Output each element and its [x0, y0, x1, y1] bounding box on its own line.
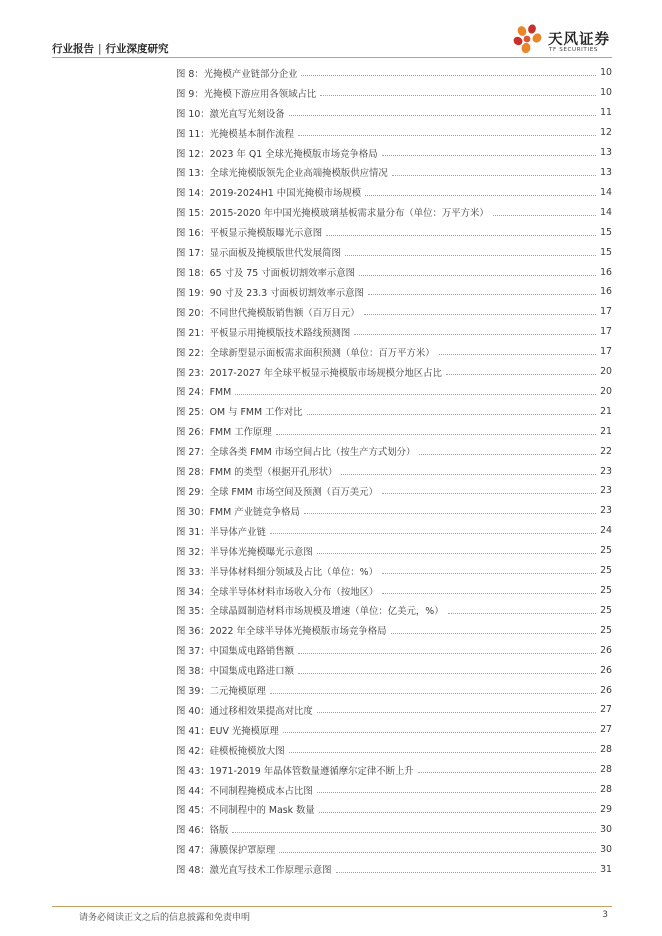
- toc-entry[interactable]: [176, 342, 612, 362]
- toc-dot-leader: [382, 573, 596, 574]
- header-divider: [52, 57, 612, 58]
- toc-entry-label: 图 48：激光直写技术工作原理示意图: [176, 865, 332, 877]
- toc-dot-leader: [289, 115, 596, 116]
- toc-entry[interactable]: [176, 501, 612, 521]
- toc-entry-label: 图 26：FMM 工作原理: [176, 427, 272, 439]
- toc-dot-leader: [317, 712, 596, 713]
- toc-entry[interactable]: [176, 700, 612, 720]
- toc-entry-page: 20: [600, 385, 612, 397]
- toc-dot-leader: [276, 434, 596, 435]
- toc-entry-page: 26: [600, 684, 612, 696]
- toc-entry[interactable]: [176, 561, 612, 581]
- toc-entry[interactable]: [176, 800, 612, 820]
- toc-entry-label: 图 32：半导体光掩模曝光示意图: [176, 546, 313, 558]
- footer-disclaimer: 请务必阅读正文之后的信息披露和免责申明: [79, 913, 251, 923]
- toc-dot-leader: [298, 135, 596, 136]
- toc-dot-leader: [301, 75, 596, 76]
- toc-entry-label: 图 16：平板显示掩模版曝光示意图: [176, 228, 323, 240]
- toc-entry[interactable]: [176, 760, 612, 780]
- toc-dot-leader: [493, 215, 596, 216]
- toc-dot-leader: [354, 334, 596, 335]
- toc-dot-leader: [235, 394, 596, 395]
- toc-dot-leader: [307, 414, 596, 415]
- toc-entry[interactable]: [176, 83, 612, 103]
- toc-entry-page: 17: [600, 326, 612, 338]
- page-number: 3: [602, 910, 608, 920]
- toc-entry[interactable]: [176, 362, 612, 382]
- toc-dot-leader: [298, 673, 596, 674]
- toc-entry-page: 13: [600, 166, 612, 178]
- toc-entry-page: 23: [600, 465, 612, 477]
- toc-entry[interactable]: [176, 421, 612, 441]
- toc-dot-leader: [320, 95, 596, 96]
- toc-dot-leader: [382, 593, 596, 594]
- header-separator: |: [98, 43, 102, 55]
- toc-dot-leader: [418, 772, 596, 773]
- toc-entry-label: 图 13：全球光掩模版领先企业高端掩模版供应情况: [176, 168, 388, 180]
- toc-dot-leader: [391, 633, 597, 634]
- toc-entry[interactable]: [176, 780, 612, 800]
- toc-entry[interactable]: [176, 660, 612, 680]
- page-header: [52, 32, 612, 64]
- toc-entry[interactable]: [176, 222, 612, 242]
- toc-entry-page: 25: [600, 624, 612, 636]
- toc-entry-page: 28: [600, 744, 612, 756]
- toc-entry-page: 25: [600, 585, 612, 597]
- header-breadcrumb: [52, 41, 169, 56]
- company-logo: [512, 24, 612, 60]
- toc-entry-label: 图 17：显示面板及掩模版世代发展简图: [176, 248, 341, 260]
- toc-entry-label: 图 15：2015-2020 年中国光掩模玻璃基板需求量分布（单位：万平方米）: [176, 208, 489, 220]
- toc-entry-page: 25: [600, 604, 612, 616]
- toc-entry-page: 23: [600, 485, 612, 497]
- toc-entry-label: 图 34：全球半导体材料市场收入分布（按地区）: [176, 586, 379, 598]
- toc-dot-leader: [279, 852, 596, 853]
- toc-dot-leader: [336, 872, 596, 873]
- toc-entry[interactable]: [176, 282, 612, 302]
- toc-dot-leader: [317, 792, 596, 793]
- toc-entry[interactable]: [176, 680, 612, 700]
- logo-flower-icon: [512, 24, 546, 60]
- toc-dot-leader: [270, 533, 596, 534]
- toc-entry-label: 图 24：FMM: [176, 387, 232, 399]
- toc-entry-label: 图 40：通过移相效果提高对比度: [176, 705, 313, 717]
- toc-entry[interactable]: [176, 302, 612, 322]
- toc-dot-leader: [382, 493, 596, 494]
- toc-entry[interactable]: [176, 581, 612, 601]
- toc-dot-leader: [439, 354, 596, 355]
- toc-dot-leader: [359, 275, 596, 276]
- toc-entry-label: 图 10：激光直写光刻设备: [176, 108, 285, 120]
- toc-entry-page: 21: [600, 425, 612, 437]
- logo-name-en: TF SECURITIES: [549, 47, 598, 53]
- toc-entry[interactable]: [176, 620, 612, 640]
- toc-entry-page: 12: [600, 127, 612, 139]
- toc-dot-leader: [341, 474, 596, 475]
- toc-entry[interactable]: [176, 322, 612, 342]
- toc-dot-leader: [319, 812, 596, 813]
- toc-dot-leader: [298, 653, 596, 654]
- toc-entry-page: 15: [600, 246, 612, 258]
- toc-entry-page: 28: [600, 784, 612, 796]
- toc-entry-label: 图 21：平板显示用掩模版技术路线预测图: [176, 327, 351, 339]
- toc-entry-label: 图 11：光掩模基本制作流程: [176, 128, 295, 140]
- toc-entry-label: 图 42：硅模板掩模放大图: [176, 745, 285, 757]
- toc-dot-leader: [345, 255, 596, 256]
- toc-entry-label: 图 27：全球各类 FMM 市场空间占比（按生产方式划分）: [176, 447, 416, 459]
- toc-entry-label: 图 9：光掩模下游应用各领域占比: [176, 88, 317, 100]
- toc-entry[interactable]: [176, 740, 612, 760]
- toc-entry-page: 26: [600, 644, 612, 656]
- toc-entry-page: 14: [600, 206, 612, 218]
- toc-entry-label: 图 8：光掩模产业链部分企业: [176, 68, 298, 80]
- toc-entry-page: 25: [600, 545, 612, 557]
- toc-dot-leader: [364, 314, 596, 315]
- toc-entry[interactable]: [176, 481, 612, 501]
- toc-entry[interactable]: [176, 401, 612, 421]
- toc-entry-label: 图 30：FMM 产业链竞争格局: [176, 506, 300, 518]
- toc-entry-label: 图 12：2023 年 Q1 全球光掩模版市场竞争格局: [176, 148, 378, 160]
- toc-entry-page: 10: [600, 67, 612, 79]
- toc-entry[interactable]: [176, 262, 612, 282]
- toc-entry-label: 图 20：不同世代掩模版销售额（百万日元）: [176, 307, 360, 319]
- toc-entry-label: 图 35：全球晶圆制造材料市场规模及增速（单位：亿美元，%）: [176, 606, 444, 618]
- toc-dot-leader: [289, 752, 596, 753]
- toc-entry[interactable]: [176, 720, 612, 740]
- toc-entry-label: 图 41：EUV 光掩模原理: [176, 725, 279, 737]
- toc-entry[interactable]: [176, 461, 612, 481]
- toc-entry-label: 图 46：铬版: [176, 825, 229, 837]
- toc-entry-label: 图 18：65 寸及 75 寸面板切割效率示意图: [176, 268, 355, 280]
- toc-entry-label: 图 47：薄膜保护罩原理: [176, 845, 276, 857]
- toc-entry[interactable]: [176, 541, 612, 561]
- toc-entry-page: 13: [600, 147, 612, 159]
- toc-entry-label: 图 33：半导体材料细分领域及占比（单位：%）: [176, 566, 378, 578]
- toc-entry[interactable]: [176, 859, 612, 879]
- toc-entry[interactable]: [176, 640, 612, 660]
- header-subcategory: 行业深度研究: [105, 43, 169, 55]
- toc-entry-label: 图 45：不同制程中的 Mask 数量: [176, 805, 315, 817]
- toc-entry-page: 17: [600, 306, 612, 318]
- toc-entry-label: 图 28：FMM 的类型（根据开孔形状）: [176, 467, 338, 479]
- toc-entry-page: 16: [600, 266, 612, 278]
- toc-entry[interactable]: [176, 819, 612, 839]
- toc-entry-page: 31: [600, 863, 612, 875]
- toc-dot-leader: [446, 374, 596, 375]
- figure-index-list: [176, 63, 612, 879]
- toc-entry-page: 24: [600, 525, 612, 537]
- toc-dot-leader: [232, 832, 596, 833]
- toc-entry[interactable]: [176, 63, 612, 83]
- toc-dot-leader: [270, 693, 596, 694]
- toc-entry-page: 29: [600, 803, 612, 815]
- toc-entry[interactable]: [176, 143, 612, 163]
- logo-name-cn: 天风证券: [548, 32, 610, 48]
- toc-dot-leader: [326, 235, 596, 236]
- toc-entry-page: 27: [600, 724, 612, 736]
- toc-entry-page: 22: [600, 445, 612, 457]
- toc-entry-page: 25: [600, 565, 612, 577]
- toc-entry[interactable]: [176, 521, 612, 541]
- toc-entry-label: 图 31：半导体产业链: [176, 526, 266, 538]
- toc-entry-label: 图 43：1971-2019 年晶体管数量遵循摩尔定律不断上升: [176, 765, 414, 777]
- toc-entry[interactable]: [176, 182, 612, 202]
- toc-entry[interactable]: [176, 163, 612, 183]
- toc-entry-label: 图 44：不同制程掩模成本占比图: [176, 785, 313, 797]
- toc-entry-page: 17: [600, 346, 612, 358]
- toc-entry[interactable]: [176, 382, 612, 402]
- toc-dot-leader: [365, 195, 596, 196]
- toc-dot-leader: [317, 553, 596, 554]
- toc-entry-page: 23: [600, 505, 612, 517]
- toc-entry-label: 图 22：全球新型显示面板需求面积预测（单位：百万平方米）: [176, 347, 435, 359]
- toc-entry-page: 28: [600, 764, 612, 776]
- toc-entry-page: 14: [600, 186, 612, 198]
- toc-entry-page: 10: [600, 87, 612, 99]
- toc-entry[interactable]: [176, 123, 612, 143]
- toc-entry-page: 30: [600, 823, 612, 835]
- toc-dot-leader: [283, 732, 596, 733]
- toc-dot-leader: [419, 454, 596, 455]
- toc-entry-page: 26: [600, 664, 612, 676]
- toc-entry[interactable]: [176, 202, 612, 222]
- toc-entry[interactable]: [176, 242, 612, 262]
- toc-entry[interactable]: [176, 600, 612, 620]
- toc-entry-label: 图 29：全球 FMM 市场空间及预测（百万美元）: [176, 486, 378, 498]
- toc-entry-label: 图 36：2022 年全球半导体光掩模版市场竞争格局: [176, 626, 387, 638]
- footer-divider: [52, 906, 612, 907]
- toc-entry-label: 图 23：2017-2027 年全球平板显示掩模版市场规模分地区占比: [176, 367, 442, 379]
- toc-dot-leader: [392, 175, 596, 176]
- toc-entry-page: 11: [600, 107, 612, 119]
- toc-entry-label: 图 38：中国集成电路进口额: [176, 666, 295, 678]
- header-category: 行业报告: [52, 43, 94, 55]
- toc-entry-label: 图 39：二元掩模原理: [176, 686, 266, 698]
- toc-entry-page: 27: [600, 704, 612, 716]
- toc-entry-page: 30: [600, 843, 612, 855]
- toc-entry[interactable]: [176, 103, 612, 123]
- toc-entry-label: 图 37：中国集成电路销售额: [176, 646, 295, 658]
- toc-entry-label: 图 14：2019-2024H1 中国光掩模市场规模: [176, 188, 362, 200]
- toc-entry-label: 图 25：OM 与 FMM 工作对比: [176, 407, 303, 419]
- toc-entry-page: 21: [600, 405, 612, 417]
- toc-entry-label: 图 19：90 寸及 23.3 寸面板切割效率示意图: [176, 287, 364, 299]
- toc-entry[interactable]: [176, 441, 612, 461]
- toc-entry-page: 20: [600, 366, 612, 378]
- toc-entry-page: 15: [600, 226, 612, 238]
- toc-entry-page: 16: [600, 286, 612, 298]
- toc-dot-leader: [382, 155, 596, 156]
- toc-entry[interactable]: [176, 839, 612, 859]
- toc-dot-leader: [448, 613, 596, 614]
- toc-dot-leader: [304, 513, 596, 514]
- toc-dot-leader: [368, 294, 596, 295]
